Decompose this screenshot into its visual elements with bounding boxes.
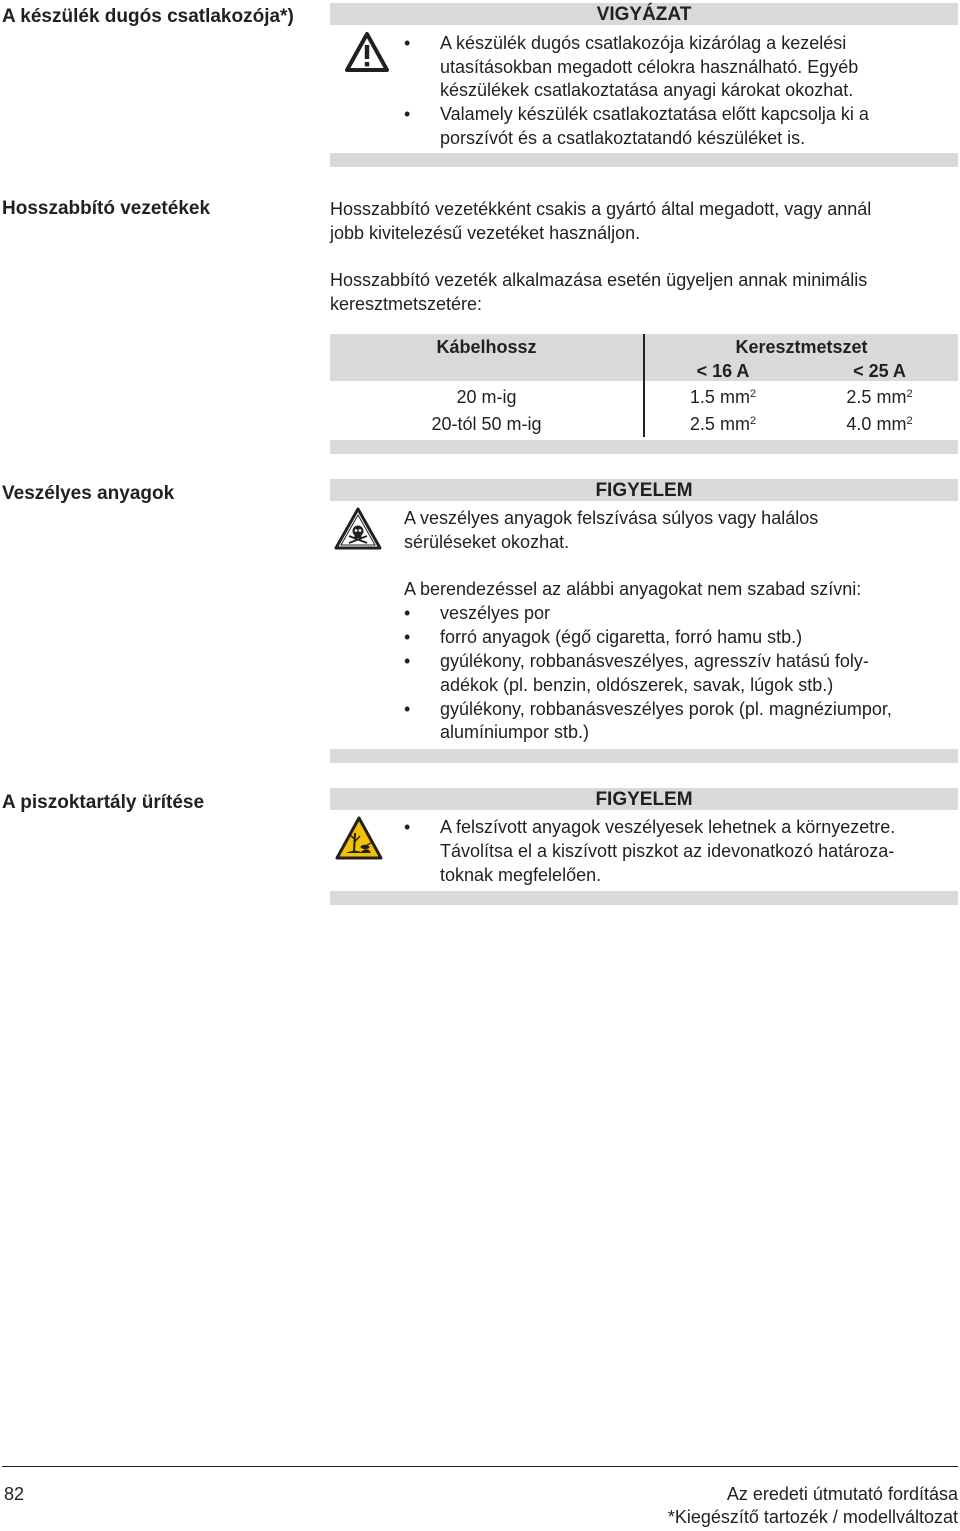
bullet-text: toknak megfelelően. xyxy=(440,865,602,885)
footer-accessory-note: *Kiegészítő tartozék / modellváltozat xyxy=(667,1507,958,1527)
toxic-skull-icon xyxy=(333,506,383,551)
section-title-plug: A készülék dugós csatlakozója*) xyxy=(2,6,294,27)
table-cell-16a: 1.5 $mm^2$ xyxy=(689,387,757,407)
table-cell-length: 20-tól 50 m-ig xyxy=(431,414,542,434)
table-cell-length: 20 m-ig xyxy=(456,387,517,407)
table-subheader-16a: < 16 A xyxy=(696,361,750,381)
intro-text: A berendezéssel az alábbi anyagokat nem szabad szívni: xyxy=(404,579,862,599)
table-subheader-25a: < 25 A xyxy=(853,361,906,381)
paragraph-line: keresztmetszetére: xyxy=(330,294,483,314)
caution-header: VIGYÁZAT xyxy=(330,3,958,25)
bullet-text: A felszívott anyagok veszélyesek lehetnek a környezetre. xyxy=(440,817,896,837)
warning-text: sérüléseket okozhat. xyxy=(404,532,570,552)
bullet-text: forró anyagok (égő cigaretta, forró hamu stb.) xyxy=(440,627,803,647)
section-title-hazard: Veszélyes anyagok xyxy=(2,483,175,504)
section-divider xyxy=(330,749,958,763)
bullet-dot: • xyxy=(404,699,411,719)
table-header-cross-section: Keresztmetszet xyxy=(735,337,868,357)
bullet-text: gyúlékony, robbanásveszélyes porok (pl. magnéziumpor, xyxy=(440,699,892,719)
bullet-text: Valamely készülék csatlakoztatása előtt kapcsolja ki a xyxy=(440,104,869,124)
bullet-text: Távolítsa el a kiszívott piszkot az idevonatkozó határoza- xyxy=(440,841,895,861)
notice-header: FIGYELEM xyxy=(330,479,958,501)
bullet-dot: • xyxy=(404,817,411,837)
bullet-text: veszélyes por xyxy=(440,603,551,623)
paragraph-line: jobb kivitelezésű vezetéket használjon. xyxy=(330,223,641,243)
bullet-text: adékok (pl. benzin, oldószerek, savak, lúgok stb.) xyxy=(440,675,834,695)
environment-hazard-icon xyxy=(334,815,384,861)
bullet-text: porszívót és a csatlakoztatandó készüléket is. xyxy=(440,128,806,148)
bullet-dot: • xyxy=(404,33,411,53)
bullet-dot: • xyxy=(404,651,411,671)
section-divider xyxy=(330,440,958,454)
table-cell-25a: 2.5 $mm^2$ xyxy=(846,387,913,407)
page-number: 82 xyxy=(4,1484,25,1504)
notice-header: FIGYELEM xyxy=(330,788,958,810)
bullet-dot: • xyxy=(404,603,411,623)
section-divider xyxy=(330,891,958,905)
bullet-text: gyúlékony, robbanásveszélyes, agresszív hatású foly- xyxy=(440,651,869,671)
section-divider xyxy=(330,153,958,167)
section-title-container: A piszoktartály ürítése xyxy=(2,792,205,813)
bullet-text: alumíniumpor stb.) xyxy=(440,722,590,742)
section-title-extension: Hosszabbító vezetékek xyxy=(2,198,211,219)
footer-translation-note: Az eredeti útmutató fordítása xyxy=(726,1484,958,1504)
table-cell-16a: 2.5 $mm^2$ xyxy=(689,414,757,434)
paragraph-line: Hosszabbító vezetékként csakis a gyártó által megadott, vagy annál xyxy=(330,199,872,219)
table-header-cable-length: Kábelhossz xyxy=(436,337,537,357)
bullet-text: utasításokban megadott célokra használható. Egyéb xyxy=(440,57,859,77)
paragraph-line: Hosszabbító vezeték alkalmazása esetén ügyeljen annak minimális xyxy=(330,270,868,290)
bullet-dot: • xyxy=(404,627,411,647)
bullet-text: A készülék dugós csatlakozója kizárólag a kezelési xyxy=(440,33,847,53)
warning-text: A veszélyes anyagok felszívása súlyos vagy halálos xyxy=(404,508,819,528)
bullet-text: készülékek csatlakoztatása anyagi károkat okozhat. xyxy=(440,80,854,100)
table-cell-25a: 4.0 $mm^2$ xyxy=(846,414,913,434)
footer-rule xyxy=(2,1466,958,1467)
bullet-dot: • xyxy=(404,104,411,124)
warning-triangle-icon xyxy=(344,31,390,73)
